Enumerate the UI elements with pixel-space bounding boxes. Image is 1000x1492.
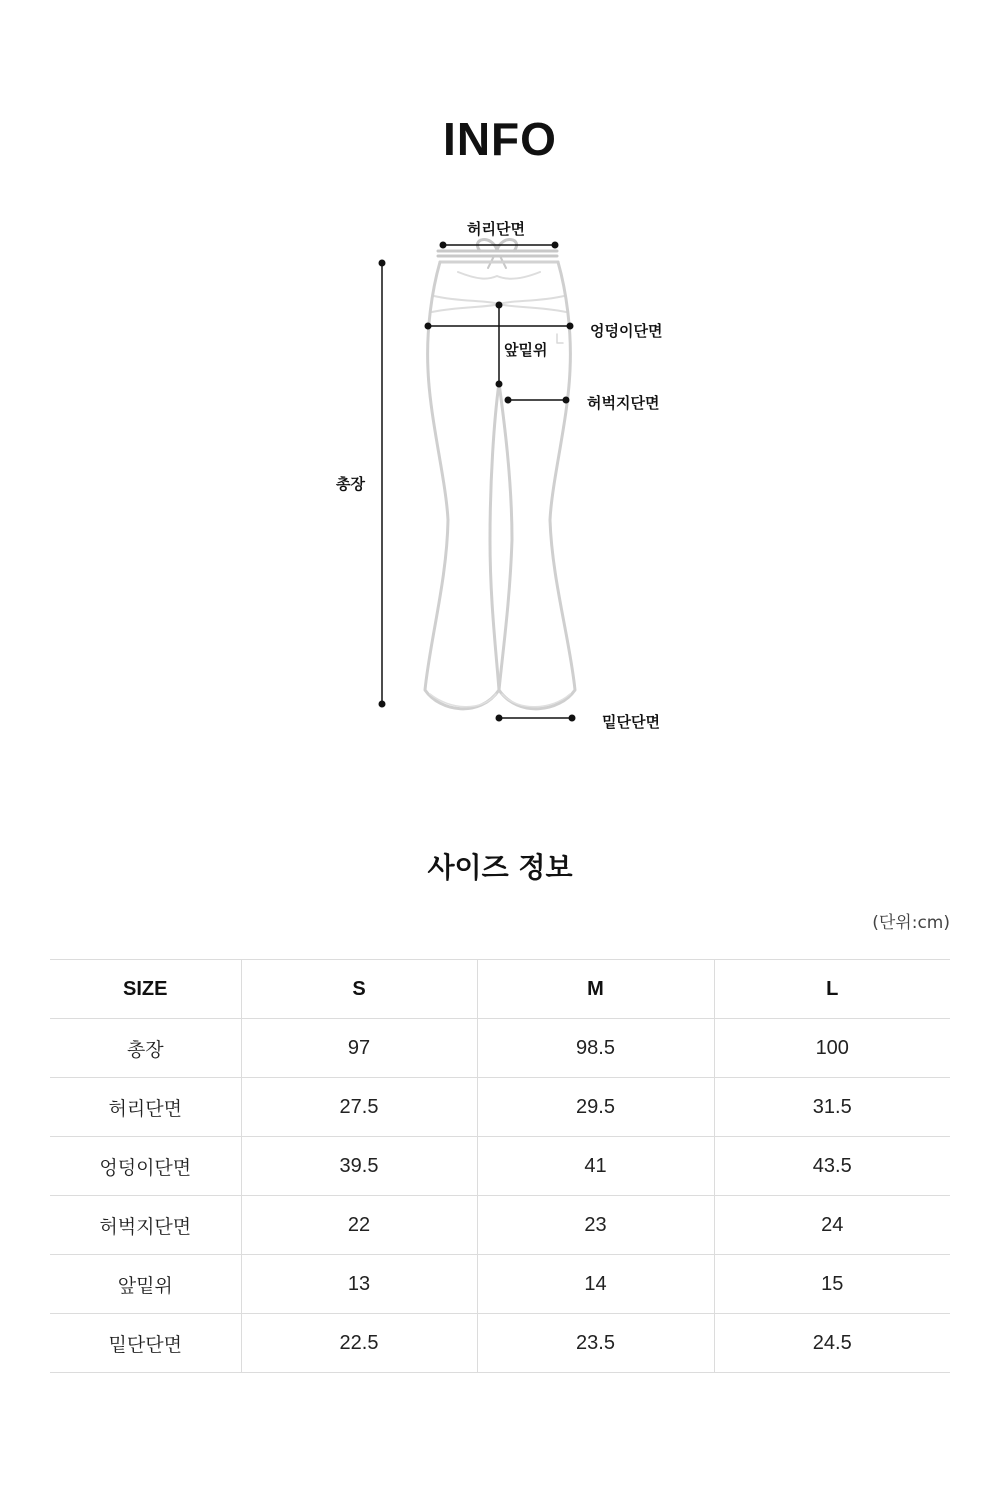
cell-value: 13: [241, 1255, 477, 1314]
table-row: [50, 1314, 950, 1373]
cell-value: 24.5: [714, 1314, 950, 1373]
row-label: 허리단면: [50, 1078, 241, 1137]
header-m: M: [477, 960, 714, 1019]
length-label: 총장: [336, 475, 365, 493]
cell-value: 41: [477, 1137, 714, 1196]
cell-value: 24: [714, 1196, 950, 1255]
cell-value: 29.5: [477, 1078, 714, 1137]
unit-label: (단위:cm): [872, 913, 950, 933]
size-info-title: 사이즈 정보: [427, 851, 573, 884]
cell-value: 97: [241, 1019, 477, 1078]
rise-label: 앞밑위: [504, 341, 548, 359]
hem-label: 밑단단면: [602, 713, 660, 731]
cell-value: 23.5: [477, 1314, 714, 1373]
table-row: [50, 1019, 950, 1078]
cell-value: 14: [477, 1255, 714, 1314]
cell-value: 31.5: [714, 1078, 950, 1137]
waist-label: 허리단면: [467, 220, 525, 238]
cell-value: 27.5: [241, 1078, 477, 1137]
pants-illustration: [425, 240, 575, 709]
cell-value: 39.5: [241, 1137, 477, 1196]
row-label: 엉덩이단면: [50, 1137, 241, 1196]
cell-value: 22.5: [241, 1314, 477, 1373]
table-row: [50, 1196, 950, 1255]
table-header-row: [50, 960, 950, 1019]
header-s: S: [241, 960, 477, 1019]
cell-value: 100: [714, 1019, 950, 1078]
row-label: 앞밑위: [50, 1255, 241, 1314]
row-label: 허벅지단면: [50, 1196, 241, 1255]
table-row: [50, 1137, 950, 1196]
table-row: [50, 1255, 950, 1314]
measurement-lines: [379, 242, 576, 722]
size-table: [50, 959, 950, 1373]
row-label: 밑단단면: [50, 1314, 241, 1373]
cell-value: 98.5: [477, 1019, 714, 1078]
cell-value: 15: [714, 1255, 950, 1314]
page-title: INFO: [443, 113, 557, 165]
cell-value: 43.5: [714, 1137, 950, 1196]
cell-value: 23: [477, 1196, 714, 1255]
thigh-label: 허벅지단면: [587, 394, 660, 412]
cell-value: 22: [241, 1196, 477, 1255]
row-label: 총장: [50, 1019, 241, 1078]
header-l: L: [714, 960, 950, 1019]
header-size: SIZE: [50, 960, 241, 1019]
hip-label: 엉덩이단면: [590, 322, 663, 340]
table-row: [50, 1078, 950, 1137]
